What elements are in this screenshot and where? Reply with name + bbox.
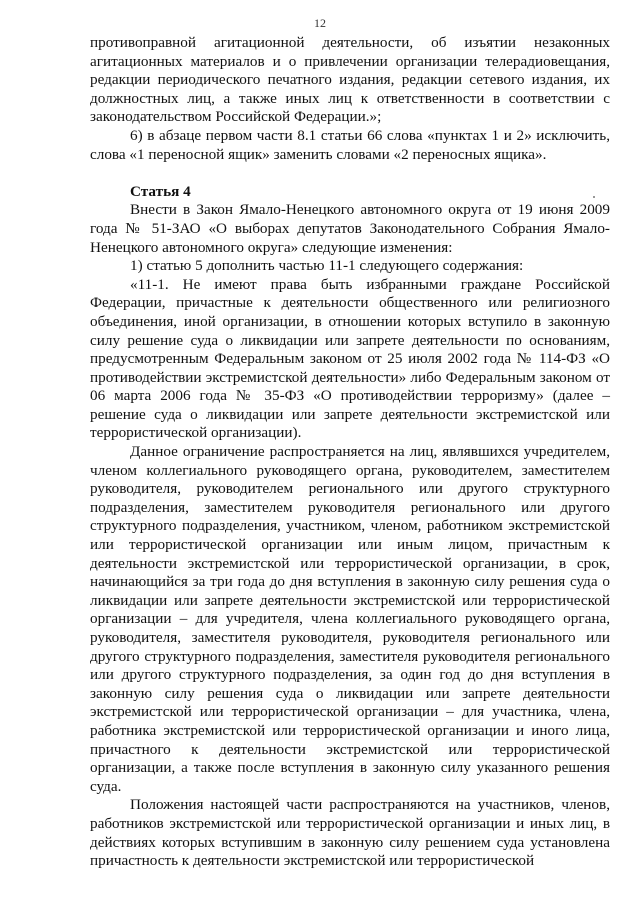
paragraph-restriction-scope: Данное ограничение распространяется на лиц, являвшихся учредителем, членом коллегиального руководящего органа, руководителем, заместителем руководителя, руководителем регионального или другого структурного подразделения, заместителем руководителя регионального или другого структурного подразделения, участником, членом, работником экстремистской или террористической организации или иным лицом, причастным к деятельности экстремистской или террористической организации, в срок, начинающийся за три года до дня вступления в законную силу решения суда о ликвидации или запрете деятельности экстремистской или террористической организации – для учредителя, члена коллегиального руководящего органа, руководителя, заместителя руководителя, руководителя регионального или другого структурного подразделения, заместителя руководителя регионального или другого структурного подразделения, за один год до дня вступления в законную силу решения суда о ликвидации или запрете деятельности экстремистской или террористической организации – для участника, члена, работника экстремистской или террористической организации и иного лица, причастного к деятельности экстремистской или террористической организации, а также после вступления в законную силу указанного решения суда. [90,443,610,795]
paragraph-item-1: 1) статью 5 дополнить частью 11-1 следующего содержания: [130,257,524,275]
paragraph-continuation: противоправной агитационной деятельности, об изъятии незаконных агитационных материалов и о привлечении организации телерадиовещания, редакции периодического печатного издания, редакции сетевого издания, их должностных лиц, а также иных лиц к ответственности в соответствии с законодательством Российской Федерации.»; [90,34,610,126]
article-heading: Статья 4 [130,182,191,200]
paragraph-amendment-intro: Внести в Закон Ямало-Ненецкого автономного округа от 19 июня 2009 года № 51-ЗАО «О выборах депутатов Законодательного Собрания Ямало-Ненецкого автономного округа» следующие изменения: [90,201,610,256]
page-body [90,34,610,871]
page-number: 12 [314,16,326,30]
paragraph-part-11-1: «11-1. Не имеют права быть избранными граждане Российской Федерации, причастные к деятельности общественного или религиозного объединения, иной организации, в отношении которых вступило в законную силу решение суда о ликвидации или запрете деятельности по основаниям, предусмотренным Федеральным законом от 25 июля 2002 года № 114-ФЗ «О противодействии экстремистской деятельности» либо Федеральным законом от 06 марта 2006 года № 35-ФЗ «О противодействии терроризму» (далее – решение суда о ликвидации или запрете деятельности экстремистской или террористической организации). [90,275,610,442]
paragraph-item-6: 6) в абзаце первом части 8.1 статьи 66 слова «пунктах 1 и 2» исключить, слова «1 переносной ящик» заменить словами «2 переносных ящика». [90,126,610,163]
scan-dot-mark [593,196,595,198]
paragraph-provisions: Положения настоящей части распространяются на участников, членов, работников экстремистской или террористической организации и иных лиц, в действиях которых вступившим в законную силу решением суда установлена причастность к деятельности экстремистской или террористической [90,796,610,870]
